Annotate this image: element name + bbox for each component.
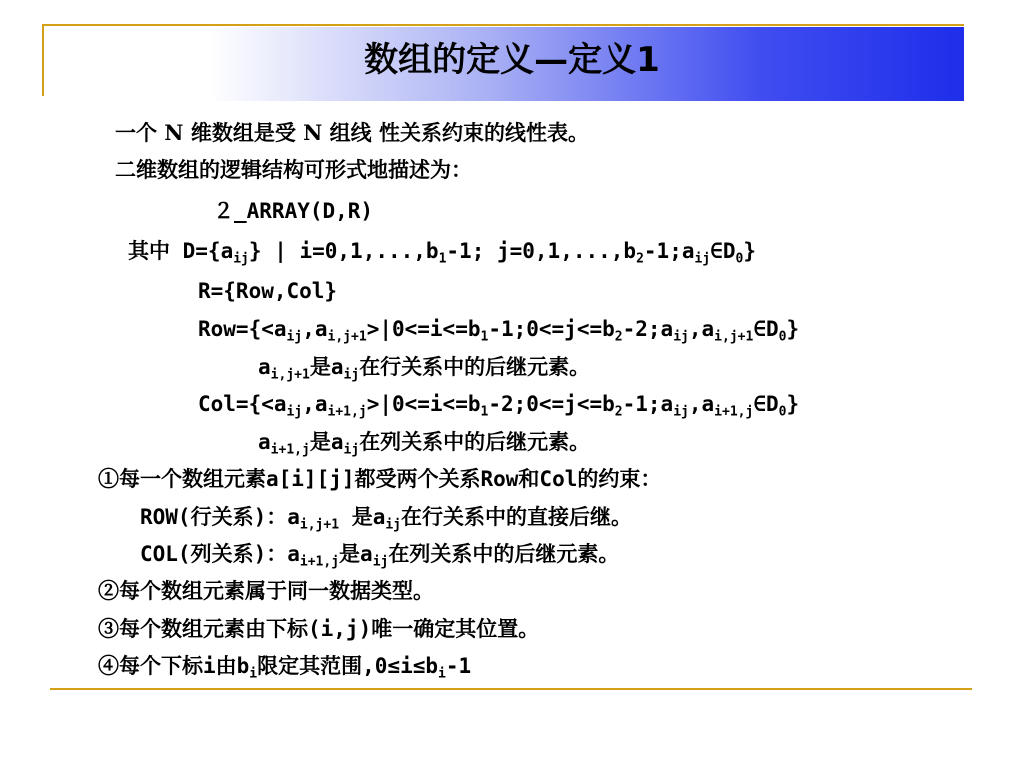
definition-d: 其中 $D=\{a_{ij}\}$ | $i=0,1,...,b_1-1$; $j=0,1,...,b_2-1;a_{ij}\in D_0$} (128, 239, 756, 267)
top-rule (42, 24, 964, 26)
definition-row: $Row=\{<a_{ij},a_{i,j+1}>|0<=i<=b_1-1;0<=j<=b_2-2;a_{ij},a_{i,j+1}\in D_0\}$ (198, 317, 800, 345)
definition-r: R={Row,Col} (198, 279, 338, 303)
definition-col: $Col=\{<a_{ij},a_{i+1,j}>|0<=i<=b_1-2;0<=j<=b_2-1;a_{ij},a_{i+1,j}\in D_0\}$ (198, 392, 800, 420)
col-relation: COL(列关系)：$a_{i+1,j}$是$a_{ij}$在列关系中的后继元素。 (140, 542, 620, 570)
row-relation: ROW(行关系)：$a_{i,j+1}$ 是$a_{ij}$在行关系中的直接后继。 (140, 505, 633, 533)
col-successor-note: $a_{i+1,j}$是$a_{ij}$在列关系中的后继元素。 (258, 430, 591, 458)
array-declaration: ２_ARRAY(D,R) (213, 199, 374, 223)
row-successor-note: $a_{i,j+1}$是$a_{ij}$在行关系中的后继元素。 (258, 355, 591, 383)
body-line-2: 二维数组的逻辑结构可形式地描述为： (115, 157, 472, 182)
body-line-1: 一个 N 维数组是受 N 组线 性关系约束的线性表。 (115, 120, 589, 145)
point-4: ④每个下标i由$b_i$限定其范围$,0\le i\le b_i-1$ (98, 654, 472, 682)
point-2: ②每个数组元素属于同一数据类型。 (98, 579, 434, 603)
point-3: ③每个数组元素由下标(i,j)唯一确定其位置。 (98, 617, 540, 641)
slide-title: 数组的定义—定义1 (364, 40, 660, 80)
bottom-rule (50, 688, 972, 690)
point-1: ①每一个数组元素a[i][j]都受两个关系Row和Col的约束： (98, 467, 662, 491)
